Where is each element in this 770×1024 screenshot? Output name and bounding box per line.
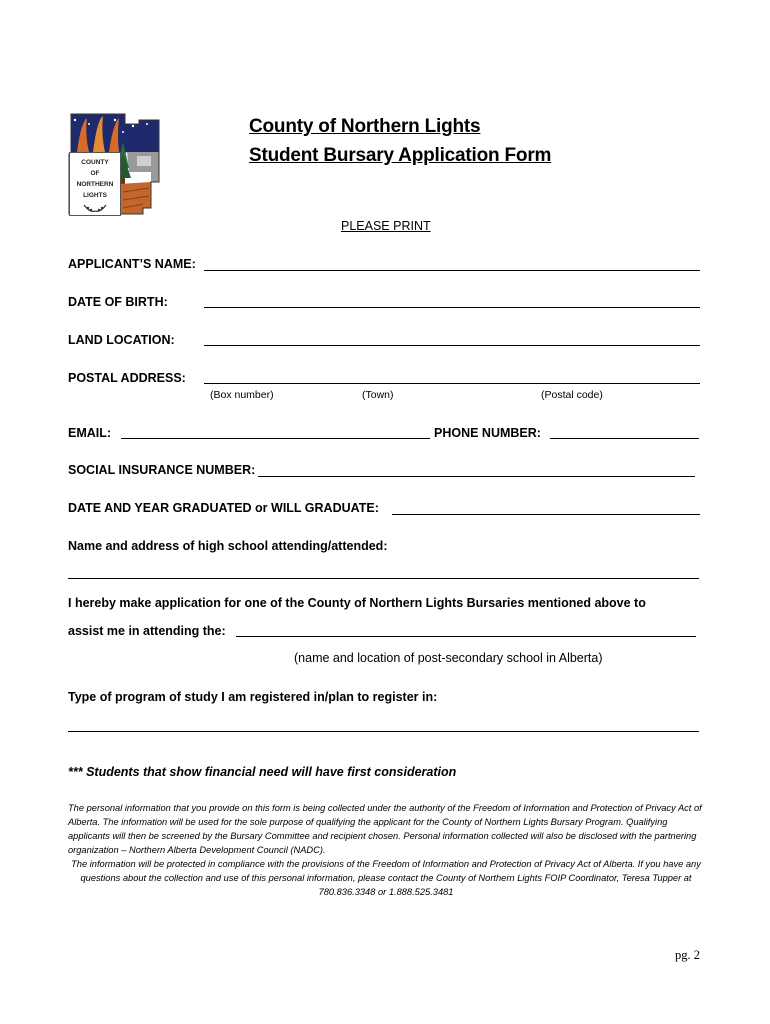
- logo-label-panel: [69, 152, 121, 216]
- privacy-paragraph-1: The personal information that you provide on this form is being collected under the authority of the Freedom of Information and Protection of Privacy Act of Alberta. The information will be used for the sole purpose of qualifying the applicant for the County of Northern Lights Bursary Program. Qualifying applicants will then be screened by the Bursary Committee and recipient chosen. Personal information collected will also be disclosed with the partnering organization – Northern Alberta Development Council (NADC).: [68, 803, 702, 855]
- town-hint: (Town): [362, 389, 394, 401]
- school-hint: (name and location of post-secondary school in Alberta): [294, 651, 603, 665]
- post-secondary-school-field[interactable]: [236, 636, 696, 637]
- laurel-icon: [82, 203, 108, 213]
- email-field[interactable]: [121, 438, 430, 439]
- program-field[interactable]: [68, 731, 699, 732]
- logo-text-line: NORTHERN: [76, 181, 114, 188]
- email-label: EMAIL:: [68, 426, 112, 440]
- application-statement-line1: I hereby make application for one of the County of Northern Lights Bursaries mentioned above to: [68, 596, 646, 610]
- privacy-paragraph-2: The information will be protected in compliance with the provisions of the Freedom of Information and Protection of Privacy Act of Alberta. If you have any questions about the collection and use of this personal information, please contact the County of Northern Lights FOIP Coordinator, Teresa Tupper at 780.836.3348 or 1.888.525.3481: [71, 859, 701, 897]
- date-of-birth-label: DATE OF BIRTH:: [68, 295, 168, 309]
- sin-field[interactable]: [258, 476, 695, 477]
- county-logo: [67, 112, 163, 216]
- please-print-heading: PLEASE PRINT: [341, 219, 431, 233]
- land-location-field[interactable]: [204, 345, 700, 346]
- logo-text-line: LIGHTS: [83, 192, 107, 199]
- graduation-label: DATE AND YEAR GRADUATED or WILL GRADUATE:: [68, 501, 379, 515]
- date-of-birth-field[interactable]: [204, 307, 700, 308]
- postal-address-label: POSTAL ADDRESS:: [68, 371, 186, 385]
- postal-code-hint: (Postal code): [541, 389, 603, 401]
- applicant-name-label: APPLICANT’S NAME:: [68, 257, 196, 271]
- page-number: pg. 2: [675, 948, 700, 962]
- form-title-line1: County of Northern Lights: [249, 116, 481, 137]
- logo-text: [70, 157, 120, 201]
- phone-number-label: PHONE NUMBER:: [434, 426, 541, 440]
- logo-text-line: COUNTY: [81, 159, 109, 166]
- phone-number-field[interactable]: [550, 438, 699, 439]
- graduation-field[interactable]: [392, 514, 700, 515]
- box-number-hint: (Box number): [210, 389, 274, 401]
- high-school-label: Name and address of high school attending/attended:: [68, 539, 388, 553]
- financial-need-note: *** Students that show financial need will have first consideration: [68, 765, 457, 779]
- land-location-label: LAND LOCATION:: [68, 333, 175, 347]
- program-label: Type of program of study I am registered in/plan to register in:: [68, 690, 438, 704]
- logo-text-line: OF: [90, 170, 100, 177]
- sin-label: SOCIAL INSURANCE NUMBER:: [68, 463, 256, 477]
- postal-address-field[interactable]: [204, 383, 700, 384]
- form-title-line2: Student Bursary Application Form: [249, 145, 552, 166]
- applicant-name-field[interactable]: [204, 270, 700, 271]
- high-school-field[interactable]: [68, 578, 699, 579]
- application-statement-line2: assist me in attending the:: [68, 624, 226, 638]
